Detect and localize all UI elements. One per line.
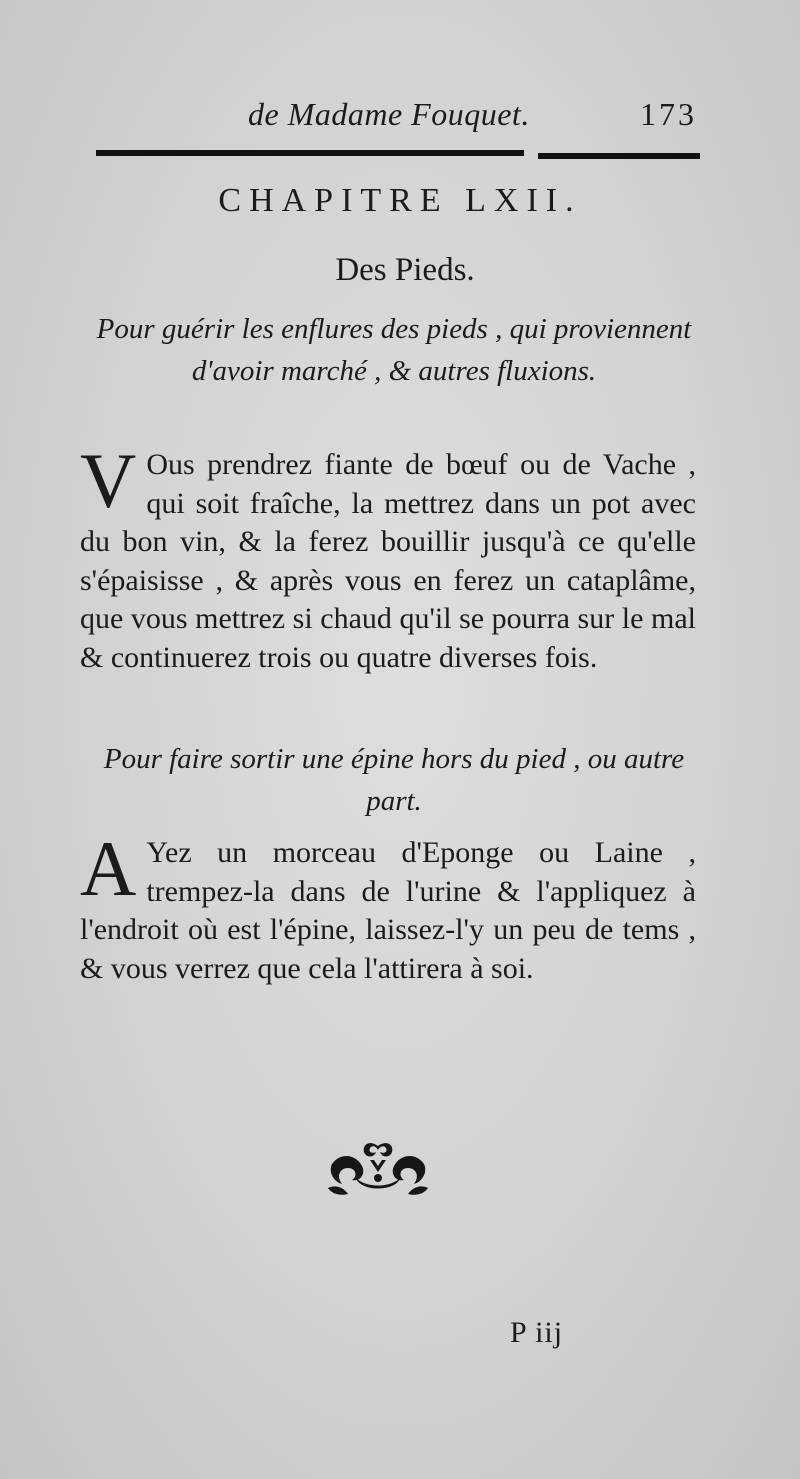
drop-cap-2: A <box>80 825 137 912</box>
section-title: Des Pieds. <box>335 252 475 288</box>
header-rule-left <box>96 150 524 156</box>
recipe-body-2: Yez un morceau d'Eponge ou Laine , trempez-la dans de l'urine & l'appliquez à l'endroit où est l'épine, laissez-l'y un peu de tems , & vous verrez que cela l'attirera à soi. <box>80 836 696 985</box>
header-rule-right <box>538 153 700 159</box>
recipe-heading-1: Pour guérir les enflures des pieds , qui proviennent d'avoir marché , & autres fluxions. <box>96 313 692 387</box>
signature-mark: P iij <box>510 1316 564 1349</box>
chapter-title: CHAPITRE LXII. <box>218 182 582 219</box>
drop-cap-1: V <box>80 437 137 524</box>
recipe-body-1: Ous prendrez fiante de bœuf ou de Vache , qui soit fraîche, la mettrez dans un pot avec du bon vin, & la ferez bouillir jusqu'à ce qu'elle s'épaisisse , & après vous en ferez un cataplâme, que vous mettrez si chaud qu'il se pourra sur le mal & continuerez trois ou quatre diverses fois. <box>80 448 696 674</box>
running-head: de Madame Fouquet. <box>248 96 530 132</box>
recipe-heading-2: Pour faire sortir une épine hors du pied , ou autre part. <box>103 743 685 817</box>
page-number: 173 <box>640 96 697 132</box>
fleuron-ornament-icon <box>326 1138 430 1198</box>
recipe-text-1 <box>80 437 696 677</box>
recipe-text-2 <box>80 825 696 988</box>
